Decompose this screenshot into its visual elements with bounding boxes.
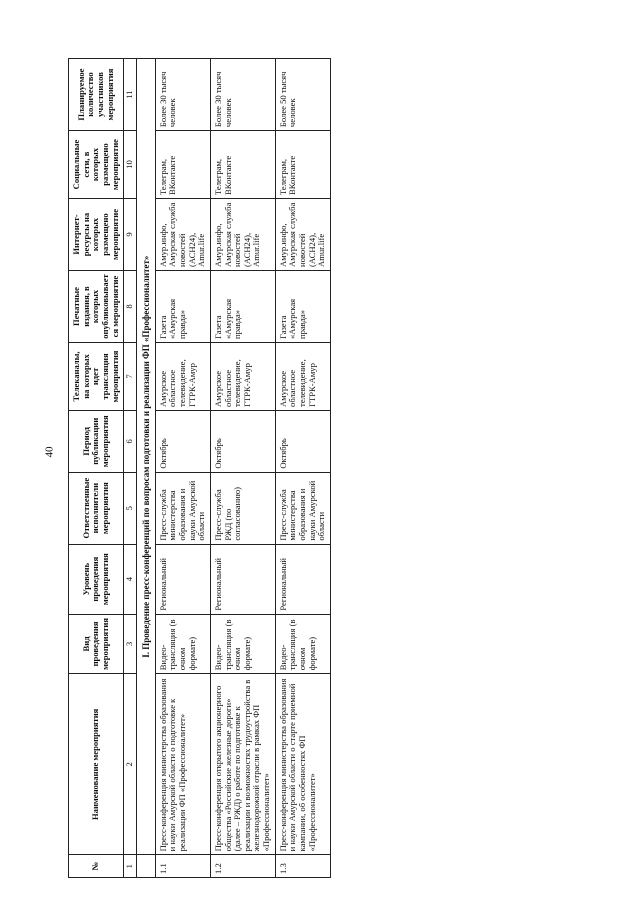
event-level: Региональный <box>210 544 275 614</box>
header-cell: Наименование мероприятия <box>69 674 124 855</box>
event-participants: Более 30 тысяч человек <box>155 59 210 131</box>
event-internet: Амур.инфо, Амурская служба новостей (АСН24), Amur.life <box>210 199 275 271</box>
event-internet: Амур.инфо, Амурская служба новостей (АСН24), Amur.life <box>275 199 330 271</box>
table-row <box>155 59 210 878</box>
event-tv: Амурское областное телевидение, ГТРК-Амур <box>275 343 330 411</box>
header-cell: Уровень проведения мероприятия <box>69 544 124 614</box>
event-print: Газета «Амурская правда» <box>155 271 210 343</box>
event-type: Видео-трансляция (в очном формате) <box>210 614 275 674</box>
column-number: 10 <box>124 131 137 199</box>
event-name: Пресс-конференция министерства образования и науки Амурской области о подготовке к реализации ФП «Профессионалитет» <box>155 674 210 855</box>
event-social: Телеграм, ВКонтакте <box>155 131 210 199</box>
table-row <box>210 59 275 878</box>
event-social: Телеграм, ВКонтакте <box>210 131 275 199</box>
event-type: Видео-трансляция (в очном формате) <box>275 614 330 674</box>
header-cell: № <box>69 855 124 878</box>
event-period: Октябрь <box>155 410 210 472</box>
section-title: I. Проведение пресс-конференций по вопросам подготовки и реализации ФП «Профессионалитет» <box>136 59 155 855</box>
event-responsible: Пресс-служба РЖД (по согласованию) <box>210 472 275 544</box>
header-cell: Планируемое количество участников мероприятия <box>69 59 124 131</box>
column-number: 6 <box>124 410 137 472</box>
event-participants: Более 30 тысяч человек <box>210 59 275 131</box>
event-level: Региональный <box>155 544 210 614</box>
event-print: Газета «Амурская правда» <box>275 271 330 343</box>
column-number-row <box>124 59 137 878</box>
event-type: Видео-трансляция (в очном формате) <box>155 614 210 674</box>
event-period: Октябрь <box>275 410 330 472</box>
event-tv: Амурское областное телевидение, ГТРК-Амур <box>210 343 275 411</box>
row-number: 1.2 <box>210 855 275 878</box>
header-cell: Ответственные исполнители мероприятия <box>69 472 124 544</box>
event-print: Газета «Амурская правда» <box>210 271 275 343</box>
column-number: 7 <box>124 343 137 411</box>
row-number: 1.3 <box>275 855 330 878</box>
page-number: 40 <box>43 446 56 458</box>
event-name: Пресс-конференция министерства образования и науки Амурской области о старте приемной кампании, об особенностях ФП «Профессионалитет» <box>275 674 330 855</box>
table-row <box>275 59 330 878</box>
table-header-row <box>69 59 124 878</box>
rotated-content <box>68 58 528 878</box>
column-number: 4 <box>124 544 137 614</box>
header-cell: Вид проведения мероприятия <box>69 614 124 674</box>
event-responsible: Пресс-служба министерства образования и науки Амурской области <box>275 472 330 544</box>
header-cell: Период публикации мероприятия <box>69 410 124 472</box>
column-number: 1 <box>124 855 137 878</box>
header-cell: Печатные издания, в которых опубликовывается мероприятие <box>69 271 124 343</box>
event-responsible: Пресс-служба министерства образования и науки Амурской области <box>155 472 210 544</box>
column-number: 9 <box>124 199 137 271</box>
event-tv: Амурское областное телевидение, ГТРК-Амур <box>155 343 210 411</box>
header-cell: Интернет-ресурсы на которых размещено мероприятие <box>69 199 124 271</box>
event-social: Телеграм, ВКонтакте <box>275 131 330 199</box>
header-cell: Социальные сети, в которых размещено мероприятие <box>69 131 124 199</box>
column-number: 3 <box>124 614 137 674</box>
event-period: Октябрь <box>210 410 275 472</box>
event-level: Региональный <box>275 544 330 614</box>
column-number: 2 <box>124 674 137 855</box>
header-cell: Телеканалы, на которых идет трансляция мероприятия <box>69 343 124 411</box>
column-number: 5 <box>124 472 137 544</box>
events-table <box>68 58 331 878</box>
row-number: 1.1 <box>155 855 210 878</box>
event-participants: Более 50 тысяч человек <box>275 59 330 131</box>
section-row <box>136 59 155 878</box>
event-internet: Амур.инфо, Амурская служба новостей (АСН24), Amur.life <box>155 199 210 271</box>
event-name: Пресс-конференция открытого акционерного общества «Российские железные дороги» (далее – РЖД) о работе по подготовке к реализации и возможностях трудоустройства в железнодорожной отрасли в рамках ФП «Профессионалитет» <box>210 674 275 855</box>
column-number: 11 <box>124 59 137 131</box>
column-number: 8 <box>124 271 137 343</box>
